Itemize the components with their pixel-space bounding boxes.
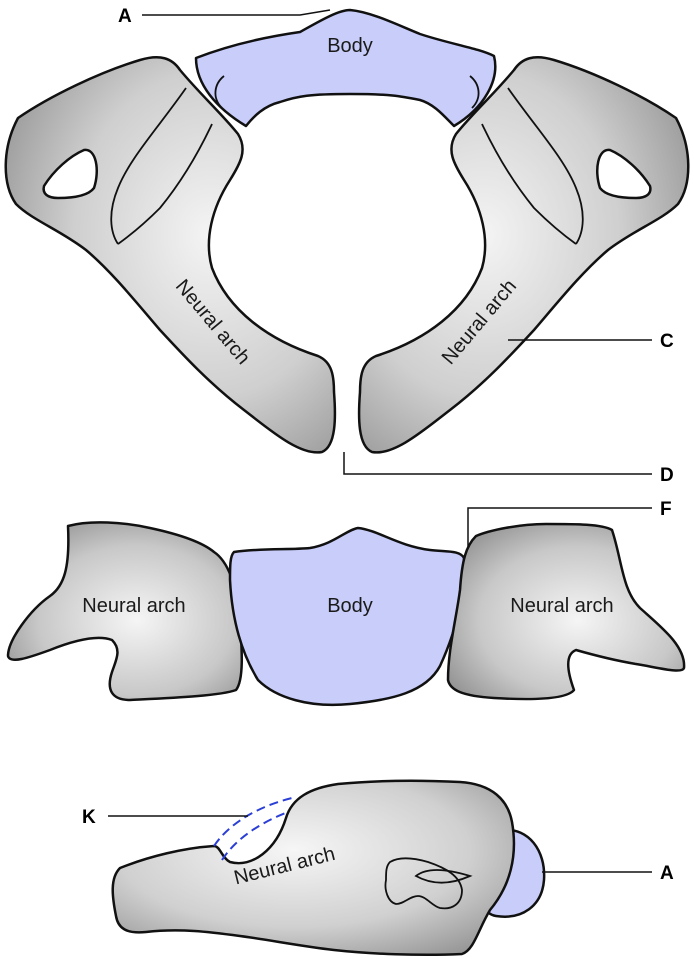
body-middle-label: Body bbox=[327, 595, 373, 617]
callout-c: C bbox=[660, 331, 674, 352]
callout-a-bottom: A bbox=[660, 863, 674, 884]
neural-arch-middle-right-label: Neural arch bbox=[510, 595, 614, 617]
neural-arch-top-right-shape bbox=[359, 57, 688, 452]
neural-arch-top-left-label: Neural arch bbox=[170, 275, 255, 369]
callout-k: K bbox=[82, 807, 96, 828]
leader-a-top bbox=[142, 10, 330, 15]
neural-arch-top-left-shape bbox=[6, 57, 335, 452]
middle-view bbox=[8, 522, 684, 704]
top-view bbox=[6, 10, 689, 452]
leader-d bbox=[344, 452, 652, 474]
body-top-label: Body bbox=[327, 35, 373, 57]
callout-d: D bbox=[660, 465, 674, 486]
callout-a-top: A bbox=[118, 6, 132, 27]
neural-arch-middle-left-label: Neural arch bbox=[82, 595, 186, 617]
neural-arch-top-right-label: Neural arch bbox=[437, 275, 522, 369]
bottom-view bbox=[113, 781, 544, 955]
neural-arch-bottom-label: Neural arch bbox=[231, 842, 338, 890]
callout-f: F bbox=[660, 499, 672, 520]
body-top-shape bbox=[196, 10, 495, 126]
